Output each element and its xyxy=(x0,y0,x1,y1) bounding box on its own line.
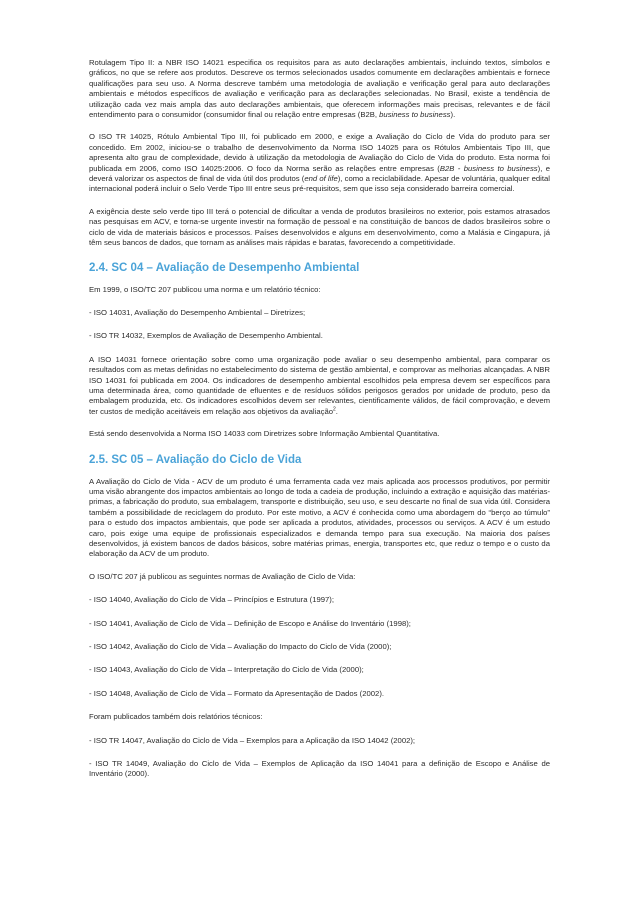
list-item-iso-14048: - ISO 14048, Avaliação de Ciclo de Vida – Formato da Apresentação de Dados (2002). xyxy=(89,688,385,698)
list-item-iso-14043: - ISO 14043, Avaliação do Ciclo de Vida – Interpretação do Ciclo de Vida (2000); xyxy=(89,665,364,675)
list-item-iso-tr-14049: - ISO TR 14049, Avaliação do Ciclo de Vida – Exemplos de Aplicação da ISO 14041 para a definição de Escopo e Análise de Inventário (2000). xyxy=(89,759,550,779)
paragraph-iso-14031: A ISO 14031 fornece orientação sobre como uma organização pode avaliar o seu desempenho ambiental, para comparar os resultados com as metas definidas no estabelecimento do sistema de gestão ambiental, e comprovar as melhorias alcançadas. A NBR ISO 14031 foi publicada em 2004. Os indicadores de desempenho ambiental escolhidos pela empresa devem ser específicos para uma determinada área, como quantidade de efluentes e de resíduos sólidos perigosos gerados por unidade de produto, peso da embalagem produzida, etc. Os indicadores escolhidos devem ser relevantes, cientificamente válidos, de fácil comprovação, e devem ter custos de medição aceitáveis em relação aos objetivos da avaliação$^2$. xyxy=(89,354,550,416)
footnote-ref: 2 xyxy=(333,406,336,413)
section-heading-sc05: 2.5. SC 05 – Avaliação do Ciclo de Vida xyxy=(89,453,302,466)
list-item-iso-tr-14032: - ISO TR 14032, Exemplos de Avaliação de Desempenho Ambiental. xyxy=(89,331,323,341)
list-item-iso-14031: - ISO 14031, Avaliação do Desempenho Ambiental – Diretrizes; xyxy=(89,307,306,317)
paragraph-normas-acv: O ISO/TC 207 já publicou as seguintes normas de Avaliação de Ciclo de Vida: xyxy=(89,571,356,581)
list-item-iso-tr-14047: - ISO TR 14047, Avaliação do Ciclo de Vida – Exemplos para a Aplicação da ISO 14042 (2002); xyxy=(89,735,416,745)
paragraph-iso-14033: Está sendo desenvolvida a Norma ISO 14033 com Diretrizes sobre Informação Ambiental Quantitativa. xyxy=(89,429,440,439)
paragraph-relatorios-tecnicos: Foram publicados também dois relatórios técnicos: xyxy=(89,712,263,722)
paragraph-rotulagem-tipo-ii: Rotulagem Tipo II: a NBR ISO 14021 especifica os requisitos para as auto declarações ambientais, incluindo textos, símbolos e gráficos, no que se refere aos produtos. Descreve os termos selecionados usados comumente em declarações ambientais e fornece qualificações para seu uso. A Norma descreve também uma metodologia de avaliação e verificação geral para auto declarações ambientais e métodos específicos de avaliação e verificação para as declarações selecionadas. No Brasil, existe a tendência de utilização cada vez mais ampla das auto declarações ambientais, que oferecem informações mais precisas, relevantes e de fácil entendimento para o consumidor (consumidor final ou relação entre empresas (B2B, business to business). xyxy=(89,58,550,120)
list-item-iso-14041: - ISO 14041, Avaliação de Ciclo de Vida – Definição de Escopo e Análise do Inventário (1998); xyxy=(89,618,411,628)
paragraph-iso-tc-207-1999: Em 1999, o ISO/TC 207 publicou uma norma e um relatório técnico: xyxy=(89,284,321,294)
list-item-iso-14040: - ISO 14040, Avaliação do Ciclo de Vida – Princípios e Estrutura (1997); xyxy=(89,595,335,605)
list-item-iso-14042: - ISO 14042, Avaliação do Ciclo de Vida – Avaliação do Impacto do Ciclo de Vida (2000); xyxy=(89,642,392,652)
paragraph-acv: A Avaliação do Ciclo de Vida - ACV de um produto é uma ferramenta cada vez mais aplicada aos processos produtivos, por permitir uma visão abrangente dos impactos ambientais ao longo de toda a cadeia de produção, incluindo a extração e aquisição das matérias-primas, a fabricação do produto, sua embalagem, transporte e distribuição, seu uso, e seu descarte no final de sua vida útil. Considera também a possibilidade de reciclagem do produto. Por este motivo, a ACV é conhecida como uma abordagem do “berço ao túmulo” para o estudo dos impactos ambientais, que pode ser aplicada a produtos, atividades, processos ou serviços. A ACV é um estudo caro, pois exige uma equipe de profissionais especializados e demanda tempo para sua execução. Na maioria dos países desenvolvidos, já existem bancos de dados básicos, sobre matérias primas, energia, transportes etc, que reduz o tempo e o custo da elaboração da ACV de um produto. xyxy=(89,476,550,559)
paragraph-selo-verde: A exigência deste selo verde tipo III terá o potencial de dificultar a venda de produtos brasileiros no exterior, pois estamos atrasados nas pesquisas em ACV, e torna-se urgente investir na formação de pessoal e na constituição de bancos de dados brasileiros sobre o ciclo de vida de materiais básicos e processos. Países desenvolvidos e alguns em desenvolvimento, como a Malásia e Cingapura, já têm seus bancos de dados, que tornam as análises mais rápidas e baratas, favorecendo a competitividade. xyxy=(89,206,550,248)
section-heading-sc04: 2.4. SC 04 – Avaliação de Desempenho Ambiental xyxy=(89,261,360,274)
paragraph-iso-tr-14025: O ISO TR 14025, Rótulo Ambiental Tipo III, foi publicado em 2000, e exige a Avaliação do Ciclo de Vida do produto para ser concedido. Em 2002, iniciou-se o trabalho de desenvolvimento da Norma ISO 14025 para os Rótulos Ambientais Tipo III, que apresenta alto grau de complexidade, devido à utilização da metodologia de Avaliação do Ciclo de Vida do produto. Esta norma foi publicada em 2006, como ISO 14025:2006. O foco da Norma serão as relações entre empresas (B2B - business to business), e deverá valorizar os aspectos de final de vida útil dos produtos (end of life), como a reciclabilidade. Apesar de voluntária, qualquer edital internacional poderá incluir o Selo Verde Tipo III entre seus pré-requisitos, sem que isso seja considerado barreira comercial. xyxy=(89,132,551,194)
